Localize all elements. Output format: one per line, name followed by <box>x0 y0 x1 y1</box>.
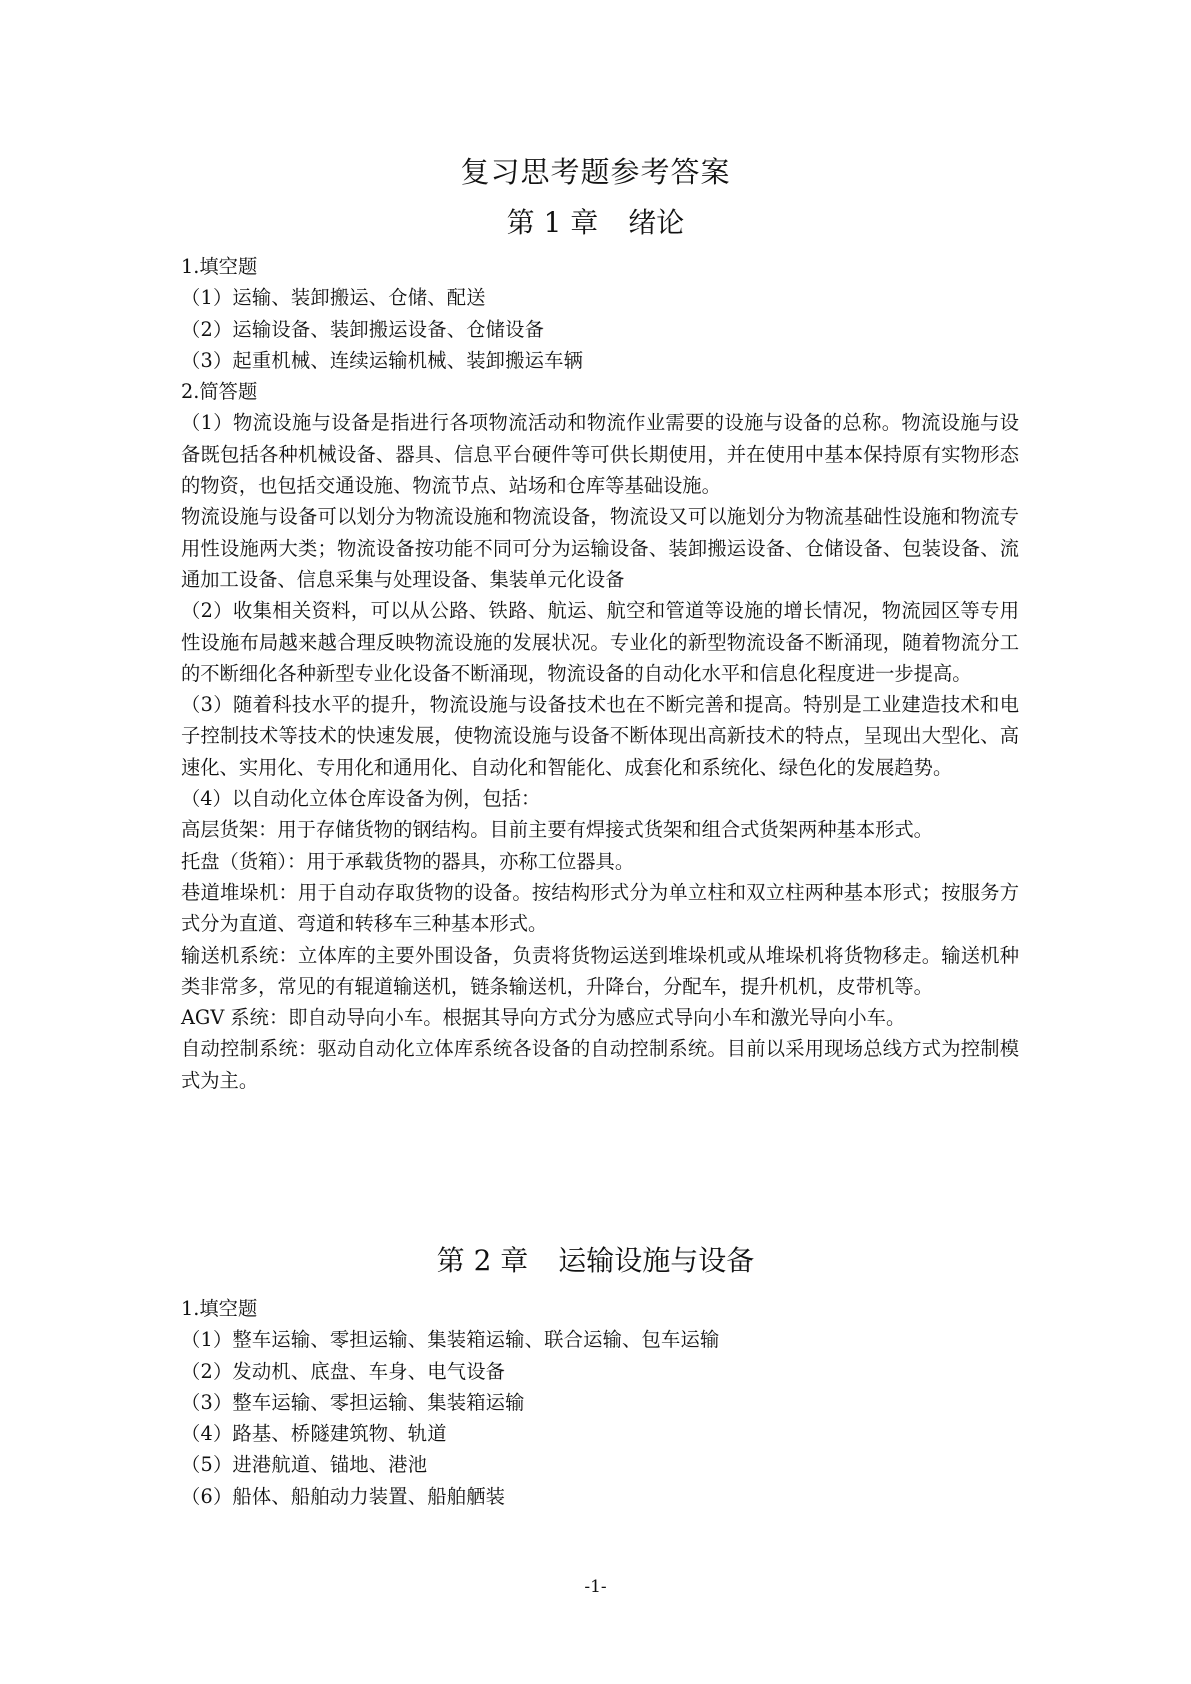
fill-in-heading: 1.填空题 <box>181 1297 258 1320</box>
chapter-2-body <box>181 1293 1019 1512</box>
answer-paragraph: （2）收集相关资料，可以从公路、铁路、航运、航空和管道等设施的增长情况，物流园区等专用性设施布局越来越合理反映物流设施的发展状况。专业化的新型物流设备不断涌现，随着物流分工的不断细化各种新型专业化设备不断涌现，物流设备的自动化水平和信息化程度进一步提高。 <box>181 599 1019 685</box>
fill-in-answer: （1）运输、装卸搬运、仓储、配送 <box>181 286 486 310</box>
chapter-2-name: 运输设施与设备 <box>558 1244 755 1277</box>
answer-paragraph: （1）物流设施与设备是指进行各项物流活动和物流作业需要的设施与设备的总称。物流设施与设备既包括各种机械设备、器具、信息平台硬件等可供长期使用，并在使用中基本保持原有实物形态的物资，也包括交通设施、物流节点、站场和仓库等基础设施。 <box>181 411 1019 498</box>
document-title: 复习思考题参考答案 <box>460 155 731 189</box>
answer-paragraph: 高层货架：用于存储货物的钢结构。目前主要有焊接式货架和组合式货架两种基本形式。 <box>181 818 933 842</box>
chapter-1-name: 绪论 <box>628 206 685 239</box>
short-answer-heading: 2.简答题 <box>181 380 258 404</box>
fill-in-answer: （3）起重机械、连续运输机械、装卸搬运车辆 <box>181 348 584 372</box>
answer-paragraph: 巷道堆垛机：用于自动存取货物的设备。按结构形式分为单立柱和双立柱两种基本形式；按服务方式分为直道、弯道和转移车三种基本形式。 <box>181 880 1019 936</box>
chapter-2-number: 第 2 章 <box>436 1244 529 1277</box>
answer-paragraph: （3）随着科技水平的提升，物流设施与设备技术也在不断完善和提高。特别是工业建造技术和电子控制技术等技术的快速发展，使物流设施与设备不断体现出高新技术的特点，呈现出大型化、高速化、实用化、专用化和通用化、自动化和智能化、成套化和系统化、绿色化的发展趋势。 <box>181 693 1019 779</box>
fill-in-answer: （3）整车运输、零担运输、集装箱运输 <box>181 1390 525 1414</box>
fill-in-answer: （1）整车运输、零担运输、集装箱运输、联合运输、包车运输 <box>181 1328 720 1352</box>
answer-paragraph: 物流设施与设备可以划分为物流设施和物流设备，物流设又可以施划分为物流基础性设施和物流专用性设施两大类；物流设备按功能不同可分为运输设备、装卸搬运设备、仓储设备、包装设备、流通加工设备、信息采集与处理设备、集装单元化设备 <box>181 505 1019 591</box>
chapter-1-number: 第 1 章 <box>506 206 599 239</box>
fill-in-heading: 1.填空题 <box>181 255 258 278</box>
answer-paragraph: （4）以自动化立体仓库设备为例，包括： <box>181 787 541 811</box>
page-number: -1- <box>584 1577 607 1597</box>
fill-in-answer: （5）进港航道、锚地、港池 <box>181 1453 428 1477</box>
fill-in-answer: （4）路基、桥隧建筑物、轨道 <box>181 1422 447 1446</box>
answer-paragraph: AGV 系统：即自动导向小车。根据其导向方式分为感应式导向小车和激光导向小车。 <box>181 1006 906 1030</box>
fill-in-answer: （2）运输设备、装卸搬运设备、仓储设备 <box>181 317 545 341</box>
answer-paragraph: 托盘（货箱）：用于承载货物的器具，亦称工位器具。 <box>181 849 635 873</box>
chapter-2-title <box>0 1241 1191 1281</box>
answer-paragraph: 输送机系统：立体库的主要外围设备，负责将货物运送到堆垛机或从堆垛机将货物移走。输送机种类非常多，常见的有辊道输送机，链条输送机，升降台，分配车，提升机机，皮带机等。 <box>181 943 1019 998</box>
chapter-1-body <box>181 251 1019 1096</box>
chapter-1-title <box>0 203 1191 243</box>
answer-paragraph: 自动控制系统：驱动自动化立体库系统各设备的自动控制系统。目前以采用现场总线方式为控制模式为主。 <box>181 1037 1019 1092</box>
fill-in-answer: （6）船体、船舶动力装置、船舶舾装 <box>181 1484 506 1508</box>
fill-in-answer: （2）发动机、底盘、车身、电气设备 <box>181 1359 506 1383</box>
